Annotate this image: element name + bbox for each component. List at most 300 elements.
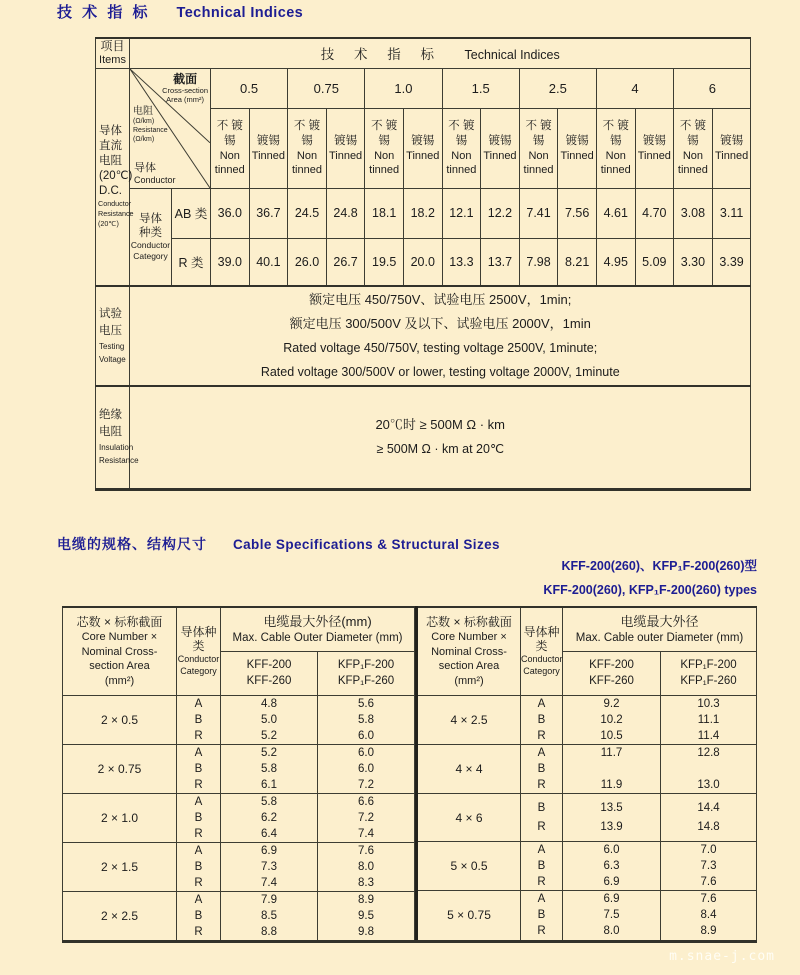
resistance-value: 12.2 [481,188,520,238]
kpf-diameter-cell [661,744,757,793]
technical-indices-table [95,37,751,491]
resistance-value: 26.0 [288,238,327,286]
non-tinned-header-cell [596,108,635,188]
table-row [63,744,415,793]
core-size-header-cell [417,607,521,695]
core-size-cell: 2 × 1.0 [63,793,177,842]
kpf-model-cell [318,651,415,695]
conductor-label [134,162,176,186]
diameter-value: 5.2 [261,729,277,742]
label-line: Conductor [177,654,220,665]
category-line: R [194,778,203,791]
section2-title [57,534,500,554]
r-category-name: R 类 [172,238,211,286]
category-line: A [537,844,546,857]
table-row [417,794,757,842]
label-line: (20℃) [99,170,133,183]
label-line: 不 镀 [371,120,398,132]
diameter-value: 6.0 [358,746,374,759]
label-line: tinned [214,164,245,176]
kff-diameter-cell [563,842,661,891]
diameter-value: 6.1 [261,778,277,791]
label-line: Tinned [714,149,749,162]
label-line: 直流 [99,140,122,153]
category-line: B [194,811,203,824]
conductor-category-cell [521,794,563,842]
label-line: KFF-260 [589,675,634,688]
label-line: Resistance [133,126,168,134]
resistance-value: 3.11 [712,188,751,238]
label-line: Conductor [98,199,132,209]
label-line: section Area [438,660,500,673]
diameter-value: 8.9 [700,925,717,938]
cable-sizes-table-right [415,606,757,943]
table-row [417,695,757,744]
table-header-row [96,38,751,68]
label-line: Non [528,150,549,162]
label-line: Resistance [98,209,134,219]
category-line: B [194,860,203,873]
label-line: Tinned [560,149,594,162]
label-line: Cross-section [162,85,208,95]
diameter-value: 5.2 [261,746,277,759]
label-line: Tinned [637,149,671,162]
resistance-label [133,106,168,144]
label-line: Insulation [99,443,134,453]
kpf-diameter-cell [318,793,415,842]
diameter-value: 14.8 [697,820,720,833]
label-line: Category [523,666,560,677]
diameter-value: 6.0 [603,844,620,857]
diameter-value: 6.4 [261,827,277,840]
insulation-resistance-row [96,386,751,489]
kff-diameter-cell [221,891,318,941]
label-line: 不 镀 [602,120,629,132]
tinned-header-cell [481,108,520,188]
label-line: Tinned [251,149,285,162]
diameter-value: 7.4 [358,827,374,840]
label-line: 试验 [99,308,122,320]
insulation-resistance-label-cell [96,386,139,489]
diameter-value: 5.8 [358,713,374,726]
diameter-value: 8.0 [603,925,620,938]
diameter-value: 12.8 [697,746,720,759]
diameter-value: 6.0 [358,729,374,742]
section2-title-zh: 电缆的规格、结构尺寸 [57,536,207,552]
resistance-value: 3.39 [712,238,751,286]
label-line: 锡 [455,135,468,147]
cross-section-value: 0.75 [288,68,365,108]
label-line: (mm²) [454,674,484,687]
insulation-resistance-content-cell [130,386,751,489]
diameter-value: 4.8 [261,697,277,710]
kpf-diameter-cell [318,891,415,941]
header-row [417,607,757,651]
diameter-value: 7.3 [261,860,277,873]
conductor-category-header-cell [521,607,563,695]
resistance-value: 36.7 [249,188,288,238]
section1-title [57,1,303,22]
category-line: R [537,778,546,791]
cable-sizes-tables [62,606,757,943]
kpf-diameter-cell [661,794,757,842]
watermark: m.snae-j.com [669,949,775,964]
cross-section-row [96,68,751,108]
diameter-value: 6.0 [358,762,374,775]
label-line: KFF-200 [246,659,292,671]
core-size-cell: 2 × 0.5 [63,695,177,744]
label-line: Conductor [134,174,176,185]
conductor-category-cell [177,793,221,842]
label-line: 锡 [532,135,545,147]
diameter-value: 9.5 [358,909,374,922]
cross-section-value: 1.0 [365,68,442,108]
conductor-category-cell [177,695,221,744]
resistance-value: 39.0 [211,238,250,286]
label-line: 导体 [99,125,122,138]
label-line: 镀锡 [256,134,280,147]
diameter-value: 8.5 [261,909,277,922]
cable-type-zh: KFF-200(260)、KFP₁F-200(260)型 [561,559,757,573]
kff-diameter-cell [563,695,661,744]
category-line: R [537,876,546,889]
category-line: R [194,827,203,840]
label-line: 种类 [139,226,162,239]
label-line: 电缆最大外径 [620,613,699,629]
cross-section-label [162,72,208,105]
non-tinned-header-cell [211,108,250,188]
label-line: 镀锡 [488,134,512,147]
label-line: KFP₁F-200 [337,659,395,671]
diameter-value: 5.8 [261,762,277,775]
tinned-header-cell [712,108,751,188]
testing-line: Rated voltage 300/500V or lower, testing voltage 2000V, 1minute [260,365,620,379]
label-line: Max. Cable outer Diameter (mm) [575,631,744,644]
insulation-line: 20℃时 ≥ 500M Ω · km [375,417,506,433]
label-line: 锡 [687,135,699,147]
table-row [63,695,415,744]
label-line: Nominal Cross- [431,645,507,658]
tinned-header-cell [558,108,597,188]
category-line: R [537,925,546,938]
diameter-value: 8.4 [700,909,717,922]
category-line: R [537,820,546,833]
label-line: Non [219,150,240,162]
diameter-value: 10.3 [697,697,720,710]
table-row [63,842,415,891]
core-size-cell: 5 × 0.5 [417,842,521,891]
label-line: 镀锡 [565,134,589,147]
resistance-value: 36.0 [211,188,250,238]
label-line: tinned [677,164,708,176]
core-size-cell: 2 × 1.5 [63,842,177,891]
kff-diameter-cell [563,891,661,941]
diameter-value [661,761,756,777]
resistance-value: 5.09 [635,238,674,286]
label-line: 电阻 [99,155,122,168]
core-size-cell: 4 × 2.5 [417,695,521,744]
kff-diameter-cell [221,695,318,744]
label-line: KFP₁F-200 [680,659,737,672]
header-en: Technical Indices [464,47,560,62]
category-line: A [194,795,203,808]
label-line: 电压 [99,325,122,337]
label-line: 导体 [139,212,162,225]
category-line: B [537,860,546,873]
resistance-value: 4.70 [635,188,674,238]
diameter-value: 6.2 [261,811,277,824]
conductor-category-cell [521,842,563,891]
diameter-value: 6.9 [261,844,277,857]
max-diameter-header-cell [563,607,757,651]
tinned-header-cell [403,108,442,188]
header-row [63,607,415,651]
label-line: 芯数 × 标称截面 [426,615,512,630]
label-line: 电阻 [133,105,153,117]
label-line: Resistance [99,456,139,466]
label-line: Non [374,150,395,162]
tinned-header-cell [249,108,288,188]
label-line: Tinned [483,149,517,162]
diameter-value: 13.0 [697,778,720,791]
tinned-header-cell [635,108,674,188]
category-line: B [537,801,546,814]
diameter-value: 7.0 [700,844,717,857]
testing-voltage-content-cell [130,286,751,386]
kpf-diameter-cell [318,842,415,891]
header-zh: 技 术 指 标 [320,46,443,62]
cable-type-lines [543,554,757,602]
diameter-value: 6.9 [603,876,620,889]
diameter-value [563,761,660,777]
section1-title-en: Technical Indices [176,5,304,21]
category-line: B [537,762,546,775]
label-line: Category [180,666,217,677]
kff-model-cell [563,651,661,695]
kff-diameter-cell [563,744,661,793]
diameter-value: 5.6 [358,697,374,710]
label-line: Tinned [406,149,440,162]
category-line: B [194,909,203,922]
cross-section-value: 4 [596,68,673,108]
conductor-category-label-cell [130,188,172,286]
label-line: 锡 [224,135,236,147]
core-size-cell: 4 × 6 [417,794,521,842]
diameter-value: 6.3 [603,860,620,873]
label-line: 截面 [173,71,198,86]
label-line: (mm²) [104,674,135,687]
cable-type-en: KFF-200(260), KFP₁F-200(260) types [543,583,757,597]
technical-indices-header-cell [130,38,751,68]
label-line: 锡 [301,135,313,147]
resistance-value: 13.7 [481,238,520,286]
label-line: (Ω/km) [133,117,155,125]
category-line: R [194,925,203,938]
resistance-value: 7.56 [558,188,597,238]
conductor-category-cell [521,744,563,793]
label-line: 不 镀 [525,120,552,132]
label-line: Voltage [99,355,126,364]
label-line: 不 镀 [679,120,707,132]
category-line: A [537,697,546,710]
testing-voltage-label-cell [96,286,130,386]
diameter-value: 7.9 [261,893,277,906]
diameter-value: 8.9 [358,893,374,906]
label-line: 电缆最大外径(mm) [263,613,372,629]
category-line: R [537,729,546,742]
label-line: tinned [369,164,400,176]
testing-voltage-row [96,286,751,386]
label-line: Nominal Cross- [81,645,158,658]
resistance-value: 7.41 [519,188,558,238]
category-line: B [194,762,203,775]
label-line: tinned [446,164,477,176]
core-size-cell: 2 × 0.75 [63,744,177,793]
resistance-value: 4.95 [596,238,635,286]
conductor-category-cell [177,842,221,891]
table-row [63,793,415,842]
non-tinned-header-cell [519,108,558,188]
label-line: (Ω/km) [133,135,155,143]
label-line: 类 [192,639,205,654]
kff-diameter-cell [221,842,318,891]
label-line: 电阻 [99,426,122,439]
cross-section-value: 1.5 [442,68,519,108]
table-row [63,891,415,941]
tinned-header-cell [326,108,365,188]
diameter-value: 11.1 [697,713,720,726]
conductor-category-cell [177,891,221,941]
conductor-category-header-cell [177,607,221,695]
resistance-value: 3.08 [674,188,713,238]
non-tinned-header-cell [365,108,404,188]
max-diameter-header-cell [221,607,415,651]
items-header-cell [96,38,130,68]
diameter-value: 8.8 [261,925,277,938]
resistance-value: 4.61 [596,188,635,238]
category-line: A [194,746,203,759]
label-line: 镀锡 [720,134,744,147]
label-line: 绝缘 [99,409,122,422]
category-line: R [194,876,203,889]
resistance-value: 18.2 [403,188,442,238]
kpf-diameter-cell [661,842,757,891]
testing-line: 额定电压 300/500V 及以下、试验电压 2000V，1min [289,316,591,331]
diameter-value: 6.9 [603,893,620,906]
resistance-value: 3.30 [674,238,713,286]
diameter-value: 5.8 [261,795,277,808]
category-line: B [537,713,546,726]
cable-sizes-table-left [62,606,415,943]
r-category-row [96,238,751,286]
conductor-category-cell [521,891,563,941]
label-line: 不 镀 [293,120,321,132]
section1-title-zh: 技 术 指 标 [57,4,151,21]
items-label-en: Items [99,54,126,67]
diameter-value: 10.2 [600,713,623,726]
category-line: A [194,697,203,710]
kff-diameter-cell [221,744,318,793]
label-line: 不 镀 [216,120,243,132]
cross-section-value: 0.5 [211,68,288,108]
label-line: (20℃) [98,219,119,229]
diameter-value: 13.9 [600,820,623,833]
diameter-value: 7.4 [261,876,277,889]
label-line: 镀锡 [411,134,435,147]
diameter-value: 9.2 [603,697,620,710]
diameter-value: 11.4 [697,729,720,742]
label-line: 导体 [134,161,156,174]
kpf-diameter-cell [661,695,757,744]
label-line: Testing [99,342,125,351]
category-line: B [537,909,546,922]
label-line: section Area [89,660,150,673]
label-line: 镀锡 [334,134,358,147]
category-line: A [194,844,203,857]
diameter-value: 14.4 [697,801,720,814]
diameter-value: 7.2 [358,811,374,824]
label-line: Conductor [521,654,563,665]
label-line: Conductor [130,239,171,250]
category-line: A [537,893,546,906]
label-line: Non [605,150,626,162]
label-line: Max. Cable Outer Diameter (mm) [232,631,403,644]
resistance-value: 24.5 [288,188,327,238]
conductor-category-cell [177,744,221,793]
kff-model-cell [221,651,318,695]
resistance-value: 40.1 [249,238,288,286]
core-size-cell: 4 × 4 [417,744,521,793]
resistance-value: 12.1 [442,188,481,238]
category-line: A [537,746,546,759]
resistance-value: 7.98 [519,238,558,286]
label-line: KFF-260 [246,675,292,687]
label-line: 锡 [378,135,390,147]
non-tinned-header-cell [442,108,481,188]
label-line: 锡 [609,135,622,147]
kpf-diameter-cell [318,744,415,793]
non-tinned-header-cell [288,108,327,188]
label-line: Non [296,150,318,162]
cross-section-value: 6 [674,68,751,108]
core-size-cell: 5 × 0.75 [417,891,521,941]
diameter-value: 5.0 [261,713,277,726]
diameter-value: 10.5 [600,729,623,742]
label-line: tinned [291,164,322,176]
kff-diameter-cell [563,794,661,842]
core-size-cell: 2 × 2.5 [63,891,177,941]
kpf-diameter-cell [318,695,415,744]
insulation-line: ≥ 500M Ω · km at 20℃ [376,442,504,457]
dc-resistance-label-cell [96,68,134,286]
section2-title-en: Cable Specifications & Structural Sizes [233,537,500,552]
resistance-value: 8.21 [558,238,597,286]
conductor-category-cell [521,695,563,744]
items-label-zh: 项目 [100,39,125,54]
category-line: B [194,713,203,726]
diameter-value: 13.5 [600,801,623,814]
diameter-value: 7.6 [358,844,374,857]
kpf-model-cell [661,651,757,695]
resistance-value: 13.3 [442,238,481,286]
resistance-value: 24.8 [326,188,365,238]
testing-line: Rated voltage 450/750V, testing voltage 2500V, 1minute; [283,341,598,355]
label-line: Non [451,150,472,162]
diameter-value: 11.9 [600,778,623,791]
ab-category-name: AB 类 [172,188,211,238]
label-line: tinned [600,164,631,176]
table-row [417,842,757,891]
